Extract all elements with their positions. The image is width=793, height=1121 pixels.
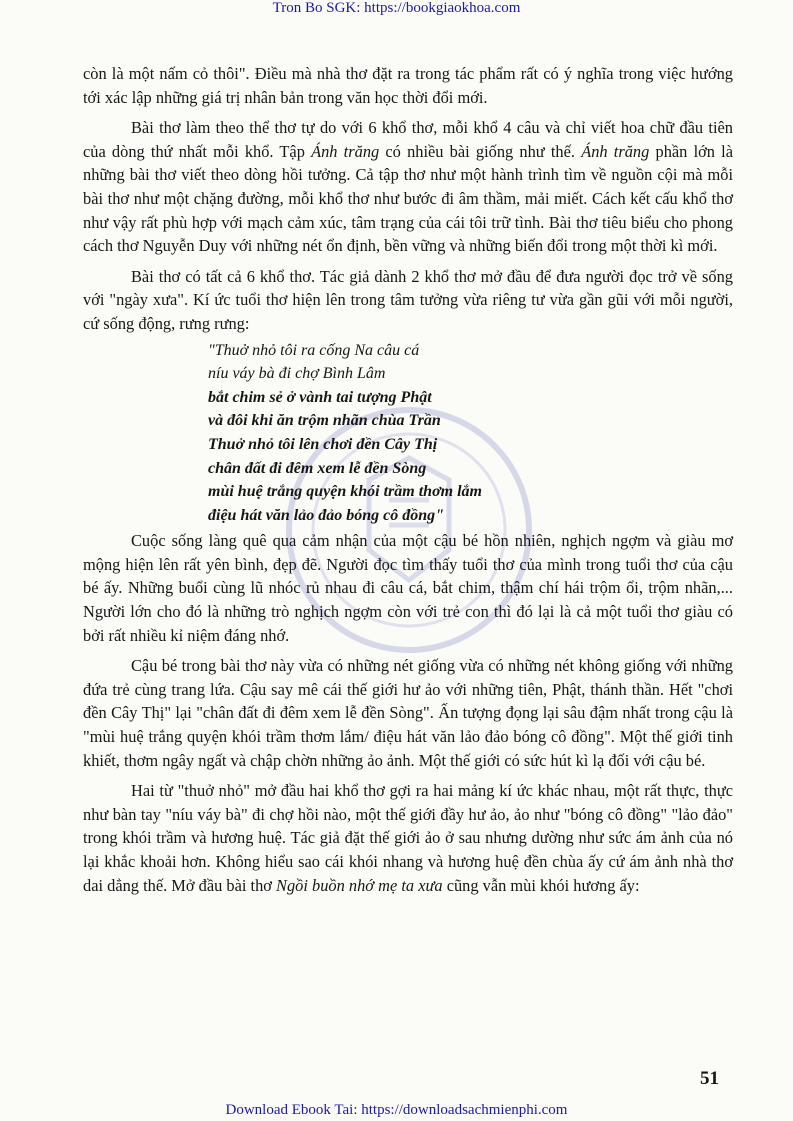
book-title: Ánh trăng (581, 141, 650, 161)
poem-line: điệu hát văn lảo đảo bóng cô đồng" (208, 506, 445, 524)
book-title: Ánh trăng (311, 141, 380, 161)
paragraph: Cậu bé trong bài thơ này vừa có những nét giống vừa có những nét không giống với những đứa trẻ cùng trang lứa. Cậu say mê cái thế giới hư ảo với những tiên, Phật, thánh thần. Hết "chơi đền Cây Thị" lại "chân đất đi đêm xem lễ đền Sòng". Ấn tượng đọng lại sâu đậm nhất trong cậu là "mùi huệ trắng quyện khói trầm thơm lắm/ điệu hát văn lảo đảo bóng cô đồng". Một thế giới tinh khiết, thơm ngây ngất và chập chờn những ảo ảnh. Một thế giới có sức hút kì lạ đối với cậu bé. (83, 656, 733, 770)
page-number: 51 (700, 1068, 719, 1089)
paragraph: còn là một nấm cỏ thôi". Điều mà nhà thơ đặt ra trong tác phẩm rất có ý nghĩa trong việc hướng tới xác lập những giá trị nhân bản trong văn học thời đổi mới. (83, 64, 733, 107)
paragraph: Cuộc sống làng quê qua cảm nhận của một cậu bé hồn nhiên, nghịch ngợm và giàu mơ mộng hiện lên rất yên bình, đẹp đẽ. Người đọc tìm thấy tuổi thơ của mình trong tuổi thơ của cậu bé ấy. Những buổi cùng lũ nhóc rủ nhau đi câu cá, bắt chim, thậm chí hái trộm ổi, trộm nhãn,... Người lớn cho đó là những trò nghịch ngợm còn với trẻ con thì đó lại là cả một tuổi thơ giàu có bởi rất nhiều kỉ niệm đáng nhớ. (83, 531, 733, 645)
poem-line: và đôi khi ăn trộm nhãn chùa Trần (208, 412, 441, 430)
paragraph: Hai từ "thuở nhỏ" mở đầu hai khổ thơ gợi ra hai mảng kí ức khác nhau, một rất thực, thực như bàn tay "níu váy bà" đi chợ hồi nào, một thế giới đầy hư ảo, ảo như "bóng cô đồng" "lảo đảo" trong khói trầm và hương huệ. Tác giả đặt thế giới ảo ở sau nhưng dường như sức ám ảnh của nó lại khắc khoải hơn. Không hiểu sao cái khói nhang và hương huệ đền chùa ấy cứ ám ảnh nhà thơ dai dẳng thế. Mở đầu bài thơ Ngồi buồn nhớ mẹ ta xưa cũng vẫn mùi khói hương ấy: (83, 781, 733, 895)
poem-line: bắt chim sẻ ở vành tai tượng Phật (208, 388, 432, 406)
poem-line: chân đất đi đêm xem lễ đền Sòng (208, 459, 427, 477)
poem-line: Thuở nhỏ tôi lên chơi đền Cây Thị (208, 435, 438, 453)
poem-title: Ngồi buồn nhớ mẹ ta xưa (276, 875, 443, 895)
page-content (83, 62, 733, 904)
poem-line: "Thuở nhỏ tôi ra cống Na câu cá (208, 341, 420, 359)
source-header: Tron Bo SGK: https://bookgiaokhoa.com (272, 0, 521, 16)
poem-excerpt (208, 339, 733, 528)
paragraph: Bài thơ có tất cả 6 khổ thơ. Tác giả dành 2 khổ thơ mở đầu để đưa người đọc trở về sống với "ngày xưa". Kí ức tuổi thơ hiện lên trong tâm tưởng vừa riêng tư vừa gần gũi với mỗi người, cứ sống động, rưng rưng: (83, 266, 733, 333)
poem-line: mùi huệ trắng quyện khói trầm thơm lắm (208, 483, 482, 501)
source-footer: Download Ebook Tai: https://downloadsachmienphi.com (225, 1102, 568, 1118)
paragraph: Bài thơ làm theo thể thơ tự do với 6 khổ thơ, mỗi khổ 4 câu và chỉ viết hoa chữ đầu tiên của dòng thứ nhất mỗi khổ. Tập Ánh trăng có nhiều bài giống như thế. Ánh trăng phần lớn là những bài thơ viết theo dòng hồi tưởng. Cả tập thơ như một hành trình tìm về nguồn cội mà mỗi bài thơ như một chặng đường, mỗi khổ thơ như bước đi âm thầm, mải miết. Cách kết cấu khổ thơ như vậy rất phù hợp với mạch cảm xúc, tâm trạng của cái tôi trữ tình. Bài thơ tiêu biểu cho phong cách thơ Nguyễn Duy với những nét ổn định, bền vững và những biến đổi trong một thời kì mới. (83, 118, 734, 256)
poem-line: níu váy bà đi chợ Bình Lâm (208, 365, 386, 383)
